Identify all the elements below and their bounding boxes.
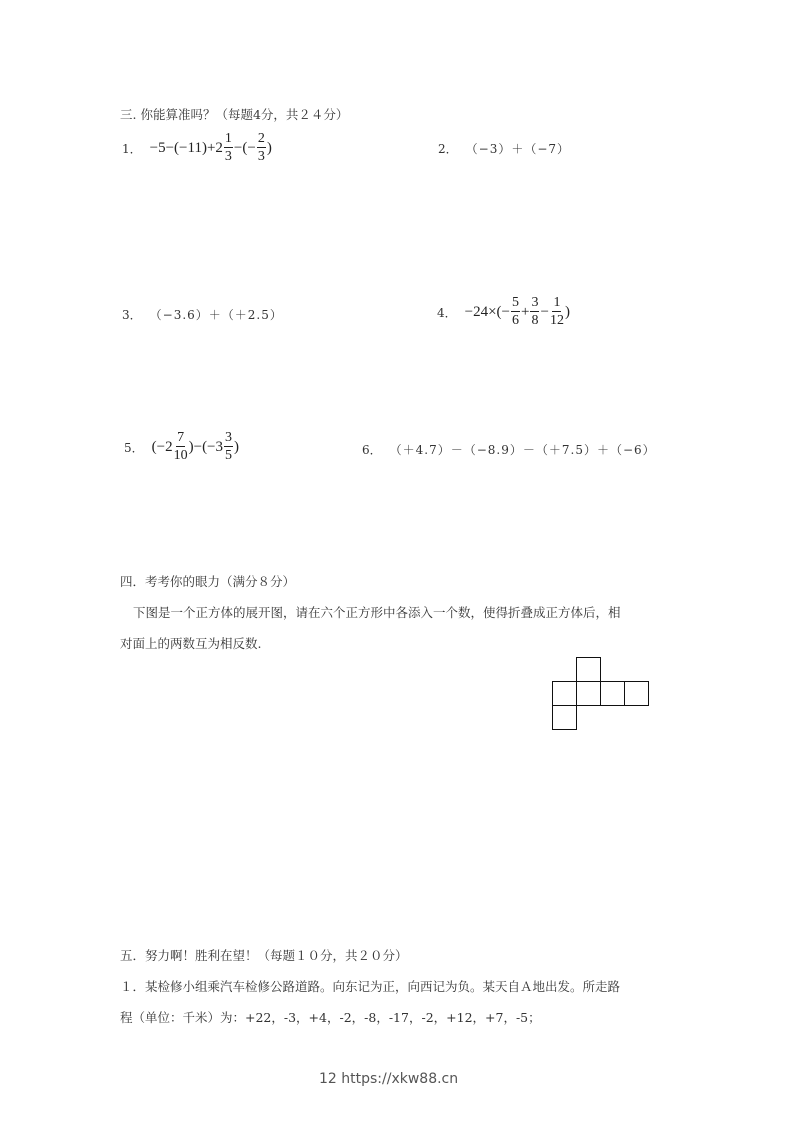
page-footer: 12 https://xkw88.cn — [319, 1071, 459, 1087]
problem-1 — [122, 132, 272, 164]
section-5-heading: 五．努力啊！胜利在望！（每题１０分，共２０分） — [120, 948, 408, 963]
problem-number: 2． — [438, 142, 458, 156]
problem-4 — [437, 296, 570, 328]
section-5-q1-line-2: 程（单位：千米）为：+22，-3，+4，-2，-8，-17，-2，+12，+7，-5； — [120, 1010, 541, 1025]
fraction: $\frac{2}{3}$ — [257, 131, 265, 164]
cube-net-square-row-4[interactable] — [624, 681, 649, 706]
section-5-q1-line-1: １．某检修小组乘汽车检修公路道路。向东记为正，向西记为负。某天自Ａ地出发。所走路 — [120, 979, 621, 994]
cube-net-square-row-1[interactable] — [552, 681, 577, 706]
cube-net-square-top[interactable] — [576, 657, 601, 682]
expr-part: − — [540, 303, 549, 320]
problem-number: 4． — [437, 305, 457, 320]
expr-part: −(− — [233, 139, 256, 156]
cube-net-diagram — [552, 657, 650, 731]
problem-5 — [124, 431, 239, 463]
expression: （−3）＋（−7） — [465, 142, 571, 156]
expression — [152, 431, 239, 463]
problem-2 — [438, 140, 570, 157]
section-4-instruction-line-1: 下图是一个正方体的展开图，请在六个正方形中各添入一个数，使得折叠成正方体后，相 — [133, 605, 621, 620]
expr-part: ) — [266, 139, 272, 156]
expr-part: (−2 — [151, 438, 173, 455]
fraction: $\frac{7}{10}$ — [173, 430, 188, 463]
expression: （＋4.7）－（−8.9）－（＋7.5）＋（−6） — [389, 443, 656, 457]
fraction: $\frac{5}{6}$ — [512, 295, 520, 328]
section-3-heading: 三. 你能算准吗？（每题4分，共２４分） — [120, 107, 349, 122]
cube-net-square-bottom[interactable] — [552, 705, 577, 730]
expr-part: ) — [234, 438, 240, 455]
problem-3 — [122, 306, 283, 323]
expr-part: −5−(−11)+2 — [149, 139, 223, 156]
section-4-heading: 四．考考你的眼力（满分８分） — [120, 574, 296, 589]
fraction: $\frac{1}{3}$ — [224, 131, 232, 164]
expression: （−3.6）＋（＋2.5） — [149, 308, 283, 322]
section-4-instruction-line-2: 对面上的两数互为相反数. — [120, 636, 262, 651]
expression — [150, 132, 272, 164]
problem-number: 5． — [124, 440, 144, 455]
problem-number: 1． — [122, 141, 142, 156]
problem-number: 3． — [122, 308, 142, 322]
expr-part: )−(−3 — [188, 438, 224, 455]
fraction: $\frac{1}{12}$ — [549, 295, 564, 328]
expr-part: + — [521, 303, 530, 320]
cube-net-square-row-3[interactable] — [600, 681, 625, 706]
problem-6 — [362, 441, 656, 458]
fraction: $\frac{3}{8}$ — [531, 295, 539, 328]
fraction: $\frac{3}{5}$ — [225, 430, 233, 463]
problem-number: 6． — [362, 443, 382, 457]
expression — [465, 296, 570, 328]
expr-part: −24×(− — [464, 303, 511, 320]
expr-part: ) — [564, 303, 570, 320]
cube-net-square-row-2[interactable] — [576, 681, 601, 706]
